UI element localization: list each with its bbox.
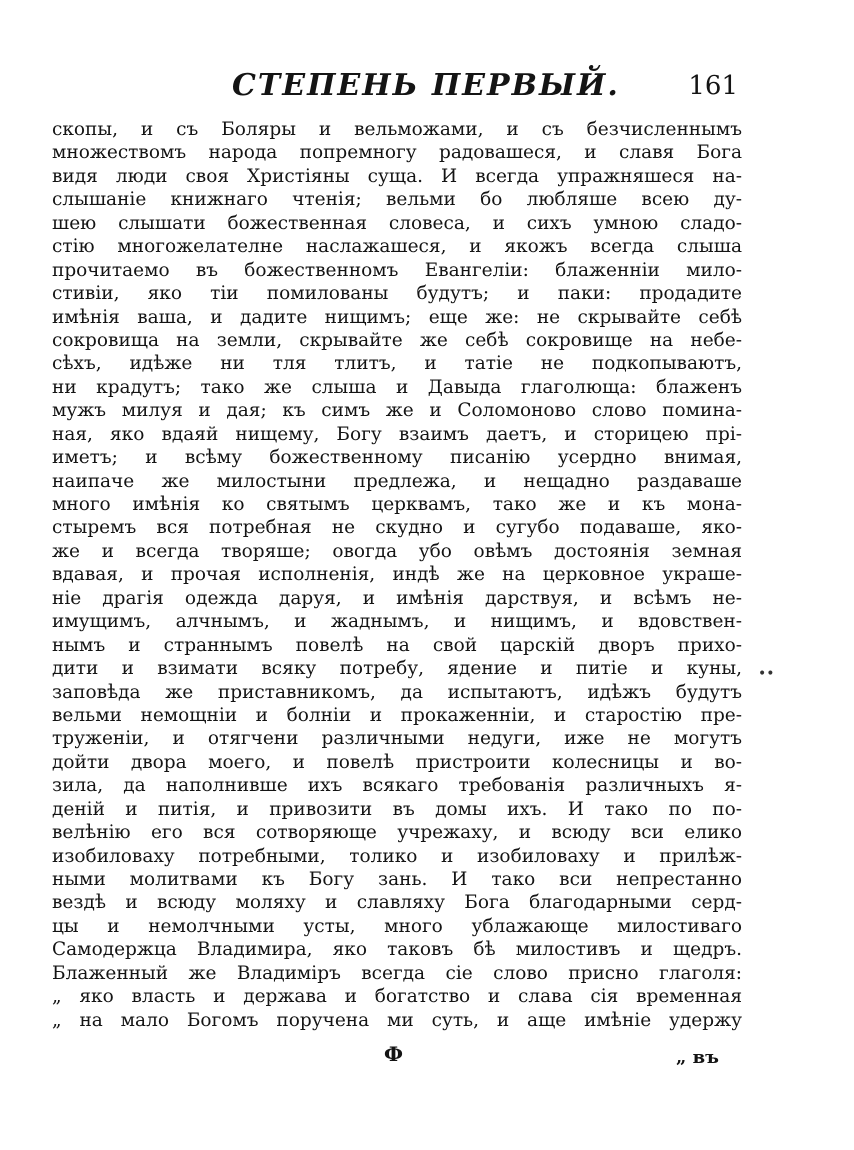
text-line: мужъ милуя и дая; къ симъ же и Соломоново слово помина- — [52, 400, 742, 422]
page-header — [0, 66, 854, 106]
text-line: имущимъ, алчнымъ, и жаднымъ, и нищимъ, и вдовствен- — [52, 611, 742, 633]
text-line: изобиловаху потребными, толико и изобиловаху и прилѣж- — [52, 845, 742, 867]
text-line: труженіи, и отягчени различными недуги, иже не могутъ — [52, 728, 742, 750]
text-line: зила, да наполнивше ихъ всякаго требованія различныхъ я- — [52, 775, 742, 797]
text-line: ными молитвами къ Богу зань. И тако вси непрестанно — [52, 869, 742, 890]
page-number: 161 — [688, 71, 738, 101]
text-line: стію многожелателне наслажашеся, и якожъ всегда слыша — [52, 236, 742, 258]
printer-signature: Ф — [384, 1042, 403, 1066]
text-line: „ на мало Богомъ поручена ми суть, и аще имѣніе удержу — [52, 1009, 742, 1031]
text-line: же и всегда творяше; овогда убо овѣмъ достоянія земная — [52, 540, 742, 562]
text-line: сокровища на земли, скрывайте же себѣ сокровище на небе- — [52, 329, 742, 351]
text-line: Блаженный же Владиміръ всегда сіе слово присно глаголя: — [52, 962, 742, 984]
text-line: ни крадутъ; тако же слыша и Давыда глаголюща: блаженъ — [52, 376, 742, 398]
catchword: „ въ — [676, 1047, 719, 1068]
text-line: дити и взимати всяку потребу, ядение и питіе и куны, — [52, 658, 742, 680]
text-line: дойти двора моего, и повелѣ пристроити колесницы и во- — [52, 751, 742, 773]
text-line: имѣнія ваша, и дадите нищимъ; еще же: не скрывайте себѣ — [52, 306, 742, 328]
running-title: СТЕПЕНЬ ПЕРВЫЙ. — [232, 68, 620, 103]
text-line: нымъ и страннымъ повелѣ на свой царскій дворъ прихо- — [52, 634, 742, 656]
text-line: „ яко власть и держава и богатство и слава сія временная — [52, 986, 742, 1008]
text-line: вездѣ и всюду моляху и славляху Бога благодарными серд- — [52, 892, 742, 914]
text-line: иметъ; и всѣму божественному писанію усердно внимая, — [52, 447, 742, 469]
text-line: видя люди своя Христіяны суща. И всегда упражняшеся на- — [52, 165, 742, 187]
text-line: много имѣнія ко святымъ церквамъ, тако же и къ мона- — [52, 494, 742, 515]
text-line: вельми немощніи и болніи и прокаженніи, и старостію пре- — [52, 704, 742, 726]
text-line: стивіи, яко тіи помилованы будутъ; и паки: продадите — [52, 283, 742, 305]
margin-mark: •• — [758, 666, 775, 682]
text-line: Самодержца Владимира, яко таковъ бѣ милостивъ и щедръ. — [52, 939, 742, 961]
text-line: множествомъ народа попремногу радовашеся, и славя Бога — [52, 142, 742, 164]
text-line: шею слышати божественная словеса, и сихъ умною сладо- — [52, 212, 742, 234]
body-text — [52, 118, 742, 1032]
text-line: сѣхъ, идѣже ни тля тлитъ, и татіе не подкопываютъ, — [52, 353, 742, 375]
text-line: заповѣда же приставникомъ, да испытаютъ, идѣжъ будутъ — [52, 681, 742, 703]
text-line: ная, яко вдаяй нищему, Богу взаимъ даетъ, и сторицею прі- — [52, 423, 742, 445]
text-line: ніе драгія одежда даруя, и имѣнія дарствуя, и всѣмъ не- — [52, 587, 742, 609]
text-line: велѣнію его вся сотворяюще учрежаху, и всюду вси елико — [52, 822, 742, 844]
text-line: вдавая, и прочая исполненія, индѣ же на церковное украше- — [52, 564, 742, 586]
text-line: наипаче же милостыни предлежа, и нещадно раздаваше — [52, 470, 742, 492]
text-line: стыремъ вся потребная не скудно и сугубо подаваше, яко- — [52, 517, 742, 539]
text-line: прочитаемо въ божественномъ Евангеліи: блаженніи мило- — [52, 259, 742, 281]
text-line: скопы, и съ Боляры и вельможами, и съ безчисленнымъ — [52, 119, 742, 140]
text-line: деній и питія, и привозити въ домы ихъ. И тако по по- — [52, 798, 742, 820]
text-line: слышаніе книжнаго чтенія; вельми бо любляше всею ду- — [52, 189, 742, 211]
text-line: цы и немолчными усты, много ублажающе милостиваго — [52, 915, 742, 937]
